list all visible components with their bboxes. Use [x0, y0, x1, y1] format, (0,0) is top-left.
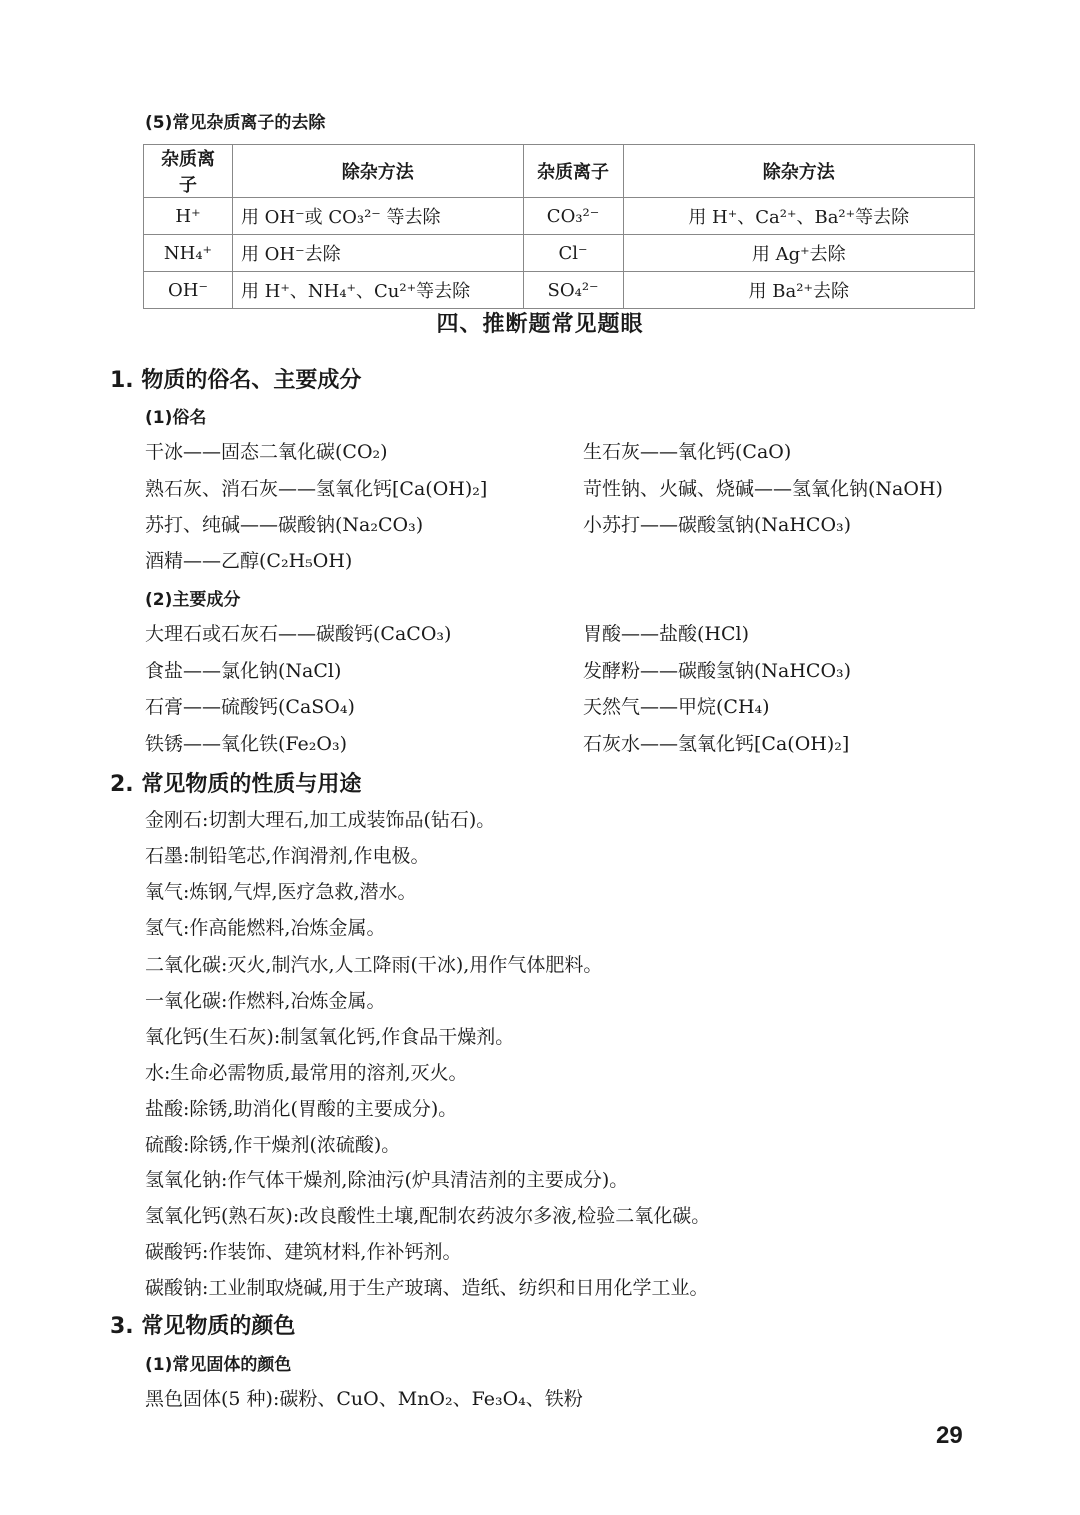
subsection-heading: (2)主要成分	[145, 590, 241, 610]
list-item: 酒精——乙醇(C₂H₅OH)	[145, 550, 353, 572]
table-row	[144, 198, 975, 235]
section-number: 1.	[110, 368, 134, 393]
section-3-heading	[110, 1309, 295, 1340]
subsection-heading: (1)俗名	[145, 408, 207, 428]
list-item: 氢氧化钙(熟石灰):改良酸性土壤,配制农药波尔多液,检验二氧化碳。	[145, 1205, 711, 1227]
list-item: 碳酸钠:工业制取烧碱,用于生产玻璃、造纸、纺织和日用化学工业。	[145, 1277, 709, 1299]
table-cell: 用 H⁺、NH₄⁺、Cu²⁺等去除	[232, 272, 523, 309]
table-cell: 用 OH⁻去除	[232, 235, 523, 272]
impurity-subtitle: (5)常见杂质离子的去除	[145, 113, 326, 133]
chapter-title: 四、推断题常见题眼	[436, 312, 644, 337]
subsection-heading: (1)常见固体的颜色	[145, 1355, 292, 1375]
list-item: 石灰水——氢氧化钙[Ca(OH)₂]	[583, 733, 850, 755]
table-cell: 用 Ba²⁺去除	[623, 272, 975, 309]
table-header-cell: 杂质离子	[144, 145, 233, 198]
list-item: 胃酸——盐酸(HCl)	[583, 623, 750, 645]
list-item: 水:生命必需物质,最常用的溶剂,灭火。	[145, 1062, 468, 1084]
section-number: 2.	[110, 772, 134, 797]
table-cell: 用 Ag⁺去除	[623, 235, 975, 272]
list-item: 天然气——甲烷(CH₄)	[583, 696, 770, 718]
table-cell: 用 H⁺、Ca²⁺、Ba²⁺等去除	[623, 198, 975, 235]
section-2-heading	[110, 767, 361, 798]
list-item: 氢氧化钠:作气体干燥剂,除油污(炉具清洁剂的主要成分)。	[145, 1169, 629, 1191]
table-cell: Cl⁻	[523, 235, 623, 272]
list-item: 食盐——氯化钠(NaCl)	[145, 660, 342, 682]
section-title: 常见物质的性质与用途	[141, 772, 362, 797]
impurity-table	[143, 144, 975, 309]
list-item: 干冰——固态二氧化碳(CO₂)	[145, 441, 388, 463]
table-row	[144, 272, 975, 309]
table-cell: 用 OH⁻或 CO₃²⁻ 等去除	[232, 198, 523, 235]
list-item: 苛性钠、火碱、烧碱——氢氧化钠(NaOH)	[583, 478, 943, 500]
list-item: 黑色固体(5 种):碳粉、CuO、MnO₂、Fe₃O₄、铁粉	[145, 1388, 583, 1410]
section-title: 物质的俗名、主要成分	[141, 368, 362, 393]
list-item: 小苏打——碳酸氢钠(NaHCO₃)	[583, 514, 852, 536]
list-item: 盐酸:除锈,助消化(胃酸的主要成分)。	[145, 1098, 458, 1120]
list-item: 金刚石:切割大理石,加工成装饰品(钻石)。	[145, 809, 496, 831]
list-item: 一氧化碳:作燃料,冶炼金属。	[145, 990, 386, 1012]
list-item: 大理石或石灰石——碳酸钙(CaCO₃)	[145, 623, 452, 645]
list-item: 氧化钙(生石灰):制氢氧化钙,作食品干燥剂。	[145, 1026, 515, 1048]
list-item: 氢气:作高能燃料,冶炼金属。	[145, 917, 386, 939]
list-item: 熟石灰、消石灰——氢氧化钙[Ca(OH)₂]	[145, 478, 488, 500]
table-header-cell: 除杂方法	[623, 145, 975, 198]
table-header-cell: 杂质离子	[523, 145, 623, 198]
list-item: 碳酸钙:作装饰、建筑材料,作补钙剂。	[145, 1241, 462, 1263]
table-cell: OH⁻	[144, 272, 233, 309]
list-item: 铁锈——氧化铁(Fe₂O₃)	[145, 733, 348, 755]
list-item: 硫酸:除锈,作干燥剂(浓硫酸)。	[145, 1134, 401, 1156]
list-item: 氧气:炼钢,气焊,医疗急救,潜水。	[145, 881, 417, 903]
table-row	[144, 235, 975, 272]
list-item: 石膏——硫酸钙(CaSO₄)	[145, 696, 355, 718]
table-cell: H⁺	[144, 198, 233, 235]
table-header-row	[144, 145, 975, 198]
section-1-heading	[110, 363, 361, 394]
page-number: 29	[936, 1422, 963, 1449]
table-cell: SO₄²⁻	[523, 272, 623, 309]
table-header-cell: 除杂方法	[232, 145, 523, 198]
list-item: 苏打、纯碱——碳酸钠(Na₂CO₃)	[145, 514, 424, 536]
list-item: 发酵粉——碳酸氢钠(NaHCO₃)	[583, 660, 852, 682]
section-title: 常见物质的颜色	[141, 1314, 296, 1339]
section-number: 3.	[110, 1314, 134, 1339]
table-cell: NH₄⁺	[144, 235, 233, 272]
list-item: 石墨:制铅笔芯,作润滑剂,作电极。	[145, 845, 430, 867]
list-item: 生石灰——氧化钙(CaO)	[583, 441, 792, 463]
table-cell: CO₃²⁻	[523, 198, 623, 235]
list-item: 二氧化碳:灭火,制汽水,人工降雨(干冰),用作气体肥料。	[145, 954, 603, 976]
